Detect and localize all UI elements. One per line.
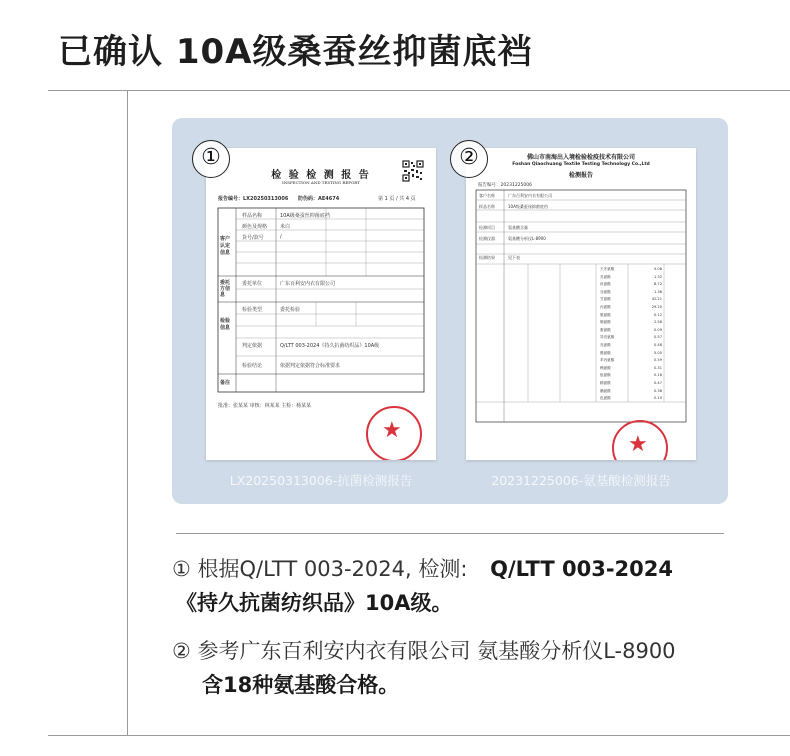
report-2-official-seal — [612, 420, 668, 460]
report-2-document[interactable] — [466, 148, 696, 460]
note-1-standard: Q/LTT 003-2024 — [490, 557, 673, 581]
report-2-row-value: 10A级桑蚕丝抑菌底裆 — [508, 204, 548, 209]
note-1-line-2 — [172, 586, 673, 620]
report-2-row-label: 检测项目 — [479, 225, 495, 230]
report-2-row-value: 氨基酸含量 — [508, 225, 528, 230]
report-2-row-label: 客户名称 — [479, 193, 495, 198]
amino-acid-row: 亮氨酸 0.48 — [600, 342, 662, 347]
report-2-row-value: 广东百利安内衣有限公司 — [508, 193, 552, 198]
note-2-text: 参考广东百利安内衣有限公司 氨基酸分析仪L-8900 — [197, 639, 676, 663]
note-2-number: ② — [172, 639, 191, 663]
report-1-row-label: 检验结论 — [242, 363, 263, 369]
report-1-row-label: 颜色及规格 — [242, 224, 268, 230]
report-1-row-value: Q/LTT 003-2024《持久抗菌纺织品》10A级 — [280, 343, 380, 349]
report-1-document[interactable] — [206, 148, 436, 460]
report-1-number-badge: ① — [192, 140, 230, 178]
left-guide-line — [127, 90, 128, 736]
report-2-row-value: 氨基酸分析仪L-8900 — [508, 236, 546, 241]
amino-acid-row: 蛋氨酸 0.09 — [600, 327, 662, 332]
page-title: 已确认 10A级桑蚕丝抑菌底裆 — [58, 32, 533, 72]
report-1-row-value: 依据判定依据符合标准要求 — [280, 363, 341, 369]
note-1-standard-name: 《持久抗菌纺织品》10A级。 — [176, 591, 453, 615]
amino-acid-row: 异亮氨酸 0.57 — [600, 335, 662, 340]
qr-code-icon — [402, 160, 424, 182]
amino-acid-row: 赖氨酸 0.31 — [600, 365, 662, 370]
report-1-row-label: 委托单位 — [242, 281, 263, 287]
report-1-check-code: 防伪码：AE4674 — [298, 196, 340, 202]
report-1-row-value: 委托检验 — [280, 307, 301, 313]
note-2-line-2 — [172, 668, 676, 702]
report-2-doc-title: 检测报告 — [568, 172, 593, 179]
report-1-row-value: 广东百利安内衣有限公司 — [280, 281, 336, 287]
report-1-row-label: 检验类型 — [242, 307, 263, 313]
reports-panel — [172, 118, 728, 504]
report-2-row-label: 样品名称 — [479, 204, 495, 209]
amino-acid-list — [600, 266, 662, 403]
report-1-page-info: 第 1 页 / 共 4 页 — [378, 196, 416, 202]
report-1-row-value: / — [280, 234, 282, 240]
amino-acid-row: 精氨酸 0.47 — [600, 380, 662, 385]
amino-acid-row: 缬氨酸 2.58 — [600, 320, 662, 325]
report-1-doc-title: 检 验 检 测 报 告 — [271, 170, 371, 181]
note-1 — [172, 552, 673, 620]
report-1-row-value: 10A级桑蚕丝抑菌底裆 — [280, 213, 330, 219]
note-1-number: ① — [172, 557, 191, 581]
report-2-lab-name: 佛山市南海出入境检验检疫技术有限公司 — [526, 154, 635, 161]
report-1-side-label-test: 检验信息 — [220, 318, 231, 331]
report-1-caption: LX20250313006-抗菌检测报告 — [229, 473, 413, 488]
amino-acid-row: 色氨酸 0.10 — [600, 396, 662, 401]
report-2-row-label: 检测结果 — [479, 255, 495, 260]
report-1-row-label: 判定依据 — [242, 343, 263, 349]
amino-acid-row: 天冬氨酸 5.08 — [600, 267, 662, 271]
report-1-side-label-entrust: 委托方信息 — [220, 280, 231, 298]
report-2-row-label: 检测仪器 — [479, 236, 495, 241]
note-1-text: 根据Q/LTT 003-2024, 检测: — [197, 557, 468, 581]
seal-star-icon: ★ — [628, 432, 648, 457]
amino-acid-row: 甘氨酸 42.21 — [600, 297, 662, 302]
report-1-signature: 批准：张某某 审核：林某某 主检：杨某某 — [218, 403, 312, 409]
amino-acid-row: 丙氨酸 29.20 — [600, 304, 662, 309]
report-2-lab-name-en: Foshan Qiaochuang Textile Testing Technology Co.,Ltd — [512, 162, 650, 167]
report-1-row-label: 样品名称 — [242, 213, 263, 219]
amino-acid-row: 胱氨酸 0.12 — [600, 312, 662, 317]
report-1-side-label-client: 客户认定信息 — [220, 236, 231, 256]
report-2-number-badge: ② — [450, 140, 488, 178]
report-1-official-seal — [366, 406, 422, 460]
amino-acid-row: 酪氨酸 5.05 — [600, 350, 662, 355]
amino-acid-row: 丝氨酸 8.72 — [600, 282, 662, 287]
note-2-line-1 — [172, 634, 676, 668]
note-2 — [172, 634, 676, 702]
report-1-row-label: 货号/款号 — [242, 235, 264, 241]
note-2-result: 含18种氨基酸合格。 — [202, 673, 400, 697]
report-2-number: 报告编号：20231225006 — [478, 183, 532, 188]
amino-acid-row: 苯丙氨酸 0.59 — [600, 358, 662, 363]
report-2-row-value: 见下表 — [508, 255, 520, 260]
report-1-doc-subtitle: INSPECTION AND TESTING REPORT — [282, 180, 360, 185]
report-1-row-value: 米白 — [280, 224, 291, 230]
report-1-side-label-remark: 备注 — [220, 380, 231, 386]
bottom-divider — [48, 735, 790, 736]
report-1-number: 报告编号：LX20250313006 — [218, 196, 289, 202]
title-divider — [48, 90, 790, 91]
note-1-line-1 — [172, 552, 673, 586]
amino-acid-row: 组氨酸 0.16 — [600, 373, 662, 378]
amino-acid-row: 谷氨酸 1.36 — [600, 289, 662, 294]
amino-acid-row: 脯氨酸 0.38 — [600, 388, 662, 393]
seal-star-icon: ★ — [382, 418, 402, 443]
amino-acid-row: 苏氨酸 1.32 — [600, 274, 662, 279]
report-2-caption: 20231225006-氨基酸检测报告 — [491, 473, 671, 488]
notes-divider — [176, 533, 724, 534]
